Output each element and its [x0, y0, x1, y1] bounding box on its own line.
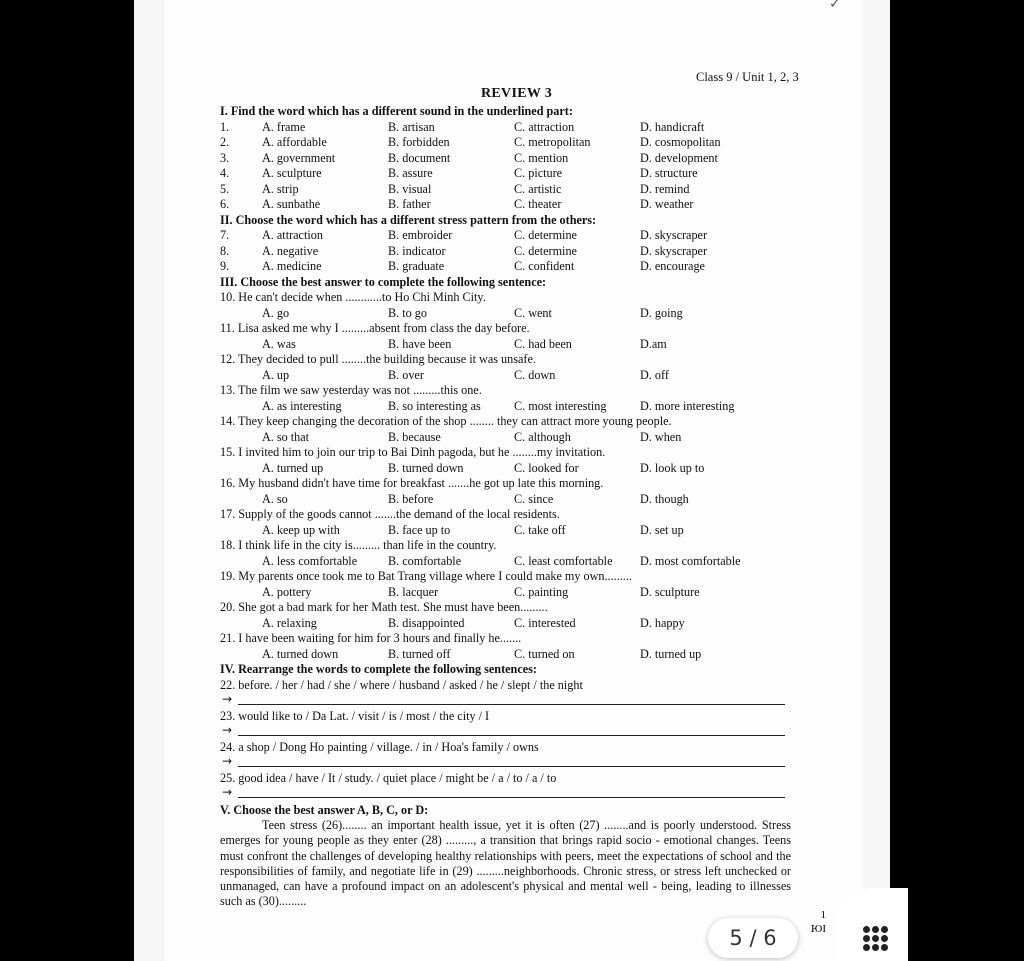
- option-a: A. medicine: [262, 259, 322, 273]
- question-number: 7.: [220, 228, 230, 242]
- option-c: C. picture: [514, 166, 563, 180]
- option-c: C. interested: [514, 615, 576, 630]
- question-number: 5.: [220, 181, 230, 196]
- question-text: 16. My husband didn't have time for breakfast .......he got up late this morning.: [220, 476, 604, 490]
- option-row: [220, 135, 820, 151]
- option-a: A. negative: [262, 243, 319, 258]
- question-number: 1.: [220, 119, 230, 134]
- page-corner-label: [800, 908, 826, 936]
- answer-line: [220, 693, 820, 709]
- option-d: D. handicraft: [640, 119, 705, 134]
- question-text: 13. The film we saw yesterday was not .........this one.: [220, 383, 482, 397]
- option-row: [220, 585, 820, 601]
- answer-line: [220, 724, 820, 740]
- question-text: 12. They decided to pull ........the building because it was unsafe.: [220, 352, 536, 366]
- option-a: A. government: [262, 150, 336, 165]
- option-row: [220, 306, 820, 322]
- option-d: D. sculpture: [640, 584, 700, 599]
- option-row: [220, 616, 820, 632]
- option-row: [220, 554, 820, 570]
- option-c: C. theater: [514, 197, 562, 211]
- option-a: A. affordable: [262, 135, 327, 149]
- option-a: A. sunbathe: [262, 197, 321, 211]
- option-c: C. most interesting: [514, 398, 607, 413]
- question-text: 19. My parents once took me to Bat Trang village where I could make my own.........: [220, 569, 632, 583]
- option-c: C. mention: [514, 150, 569, 165]
- option-a: A. strip: [262, 181, 299, 196]
- option-row: [220, 368, 820, 384]
- option-a: A. pottery: [262, 584, 312, 599]
- option-b: B. so interesting as: [388, 398, 481, 413]
- option-b: B. turned off: [388, 646, 451, 661]
- option-a: A. attraction: [262, 228, 323, 242]
- section-3-list: [220, 290, 820, 662]
- option-d: D. going: [640, 305, 683, 320]
- option-c: C. take off: [514, 522, 566, 537]
- option-d: D. development: [640, 150, 718, 165]
- option-c: C. since: [514, 491, 554, 506]
- question-number: 4.: [220, 166, 230, 180]
- option-b: B. face up to: [388, 522, 451, 537]
- option-c: C. determine: [514, 243, 577, 258]
- option-c: C. metropolitan: [514, 135, 591, 149]
- option-a: A. turned up: [262, 460, 324, 475]
- answer-rule: [238, 735, 785, 736]
- arrow-icon: →: [222, 692, 233, 706]
- option-row: [220, 461, 820, 477]
- option-b: B. have been: [388, 336, 452, 351]
- option-b: B. father: [388, 197, 431, 211]
- option-d: D. encourage: [640, 259, 705, 273]
- section-3-heading: III. Choose the best answer to complete the following sentence:: [220, 274, 547, 289]
- page-indicator: 5 / 6: [708, 918, 798, 958]
- reading-passage-text: Teen stress (26)........ an important health issue, yet it is often (27) ........and is poorly understood. Stress emerges for young people as they enter (28) ........., a transition that brings rapid socio - emotional changes. Teens must confront the challenges of developing healthy relationships with peers, meet the expectations of school and the responsibilities of family, and negotiate life in (29) .........neighborhoods. Chronic stress, or stress left unchecked or unmanaged, can have a profound impact on an adolescent's physical and mental well - being, leading to illnesses such as (30).........: [220, 818, 791, 909]
- option-b: B. indicator: [388, 243, 446, 258]
- option-b: B. artisan: [388, 119, 435, 134]
- option-a: A. less comfortable: [262, 553, 358, 568]
- option-row: [220, 182, 820, 198]
- option-c: C. went: [514, 305, 552, 320]
- option-c: C. artistic: [514, 181, 562, 196]
- option-a: A. as interesting: [262, 398, 342, 413]
- option-c: C. looked for: [514, 460, 579, 475]
- section-1-list: [220, 120, 820, 213]
- option-d: D. remind: [640, 181, 690, 196]
- rearrange-item: 24. a shop / Dong Ho painting / village. / in / Hoa's family / owns: [220, 739, 539, 754]
- page-corner-text: ЮI: [811, 923, 826, 935]
- option-b: B. to go: [388, 305, 427, 320]
- option-c: C. least comfortable: [514, 553, 613, 568]
- rearrange-item: 22. before. / her / had / she / where / husband / asked / he / slept / the night: [220, 677, 583, 692]
- document-page: [165, 0, 863, 961]
- option-d: D.am: [640, 336, 667, 351]
- section-2-list: [220, 228, 820, 275]
- option-row: [220, 259, 820, 275]
- rearrange-item: 25. good idea / have / It / study. / quiet place / might be / a / to / a / to: [220, 770, 557, 785]
- option-c: C. turned on: [514, 646, 575, 661]
- arrow-icon: →: [222, 785, 233, 799]
- worksheet-content: [220, 104, 820, 910]
- option-row: [220, 120, 820, 136]
- question-number: 3.: [220, 150, 230, 165]
- answer-rule: [238, 704, 785, 705]
- option-a: A. frame: [262, 119, 306, 134]
- option-b: B. disappointed: [388, 615, 465, 630]
- option-c: C. painting: [514, 584, 569, 599]
- question-text: 20. She got a bad mark for her Math test. She must have been.........: [220, 600, 548, 614]
- question-text: 10. He can't decide when ............to Ho Chi Minh City.: [220, 290, 486, 304]
- option-a: A. keep up with: [262, 522, 340, 537]
- section-1-heading: I. Find the word which has a different sound in the underlined part:: [220, 104, 573, 118]
- option-b: B. embroider: [388, 228, 453, 242]
- option-a: A. sculpture: [262, 166, 322, 180]
- option-d: D. happy: [640, 615, 685, 630]
- option-b: B. document: [388, 150, 451, 165]
- grid-view-button[interactable]: [836, 888, 908, 961]
- option-a: A. was: [262, 336, 296, 351]
- option-d: D. when: [640, 429, 682, 444]
- option-a: A. go: [262, 305, 290, 320]
- option-row: [220, 151, 820, 167]
- option-d: D. turned up: [640, 646, 702, 661]
- grid-dots-icon: [863, 926, 887, 950]
- answer-line: [220, 786, 820, 802]
- option-c: C. attraction: [514, 119, 575, 134]
- option-b: B. graduate: [388, 259, 445, 273]
- question-number: 6.: [220, 197, 230, 211]
- question-text: 21. I have been waiting for him for 3 hours and finally he.......: [220, 631, 522, 645]
- page-corner-number: 1: [820, 909, 826, 921]
- page-title: REVIEW 3: [481, 86, 552, 101]
- arrow-icon: →: [222, 723, 233, 737]
- option-c: C. determine: [514, 228, 577, 242]
- option-b: B. forbidden: [388, 135, 450, 149]
- option-row: [220, 166, 820, 182]
- question-text: 14. They keep changing the decoration of the shop ........ they can attract more young people.: [220, 414, 672, 428]
- option-b: B. visual: [388, 181, 432, 196]
- question-number: 8.: [220, 243, 230, 258]
- option-c: C. had been: [514, 336, 572, 351]
- answer-rule: [238, 797, 785, 798]
- option-d: D. though: [640, 491, 689, 506]
- option-c: C. down: [514, 367, 556, 382]
- option-d: D. skyscraper: [640, 243, 708, 258]
- option-d: D. skyscraper: [640, 228, 708, 242]
- section-2-heading: II. Choose the word which has a different stress pattern from the others:: [220, 212, 597, 227]
- option-b: B. assure: [388, 166, 433, 180]
- class-label: Class 9 / Unit 1, 2, 3: [696, 70, 799, 84]
- question-text: 18. I think life in the city is......... than life in the country.: [220, 538, 497, 552]
- question-text: 17. Supply of the goods cannot .......the demand of the local residents.: [220, 507, 560, 521]
- section-4-heading: IV. Rearrange the words to complete the following sentences:: [220, 662, 537, 676]
- option-b: B. comfortable: [388, 553, 462, 568]
- option-row: [220, 228, 820, 244]
- option-row: [220, 244, 820, 260]
- option-c: C. although: [514, 429, 571, 444]
- option-b: B. turned down: [388, 460, 464, 475]
- option-d: D. off: [640, 367, 669, 382]
- section-4-list: [220, 678, 820, 802]
- checkmark-icon: ✓: [829, 0, 841, 12]
- question-number: 9.: [220, 259, 230, 273]
- option-d: D. most comfortable: [640, 553, 741, 568]
- option-row: [220, 399, 820, 415]
- option-a: A. so: [262, 491, 288, 506]
- option-row: [220, 337, 820, 353]
- option-row: [220, 197, 820, 213]
- question-text: 11. Lisa asked me why I .........absent from class the day before.: [220, 321, 530, 335]
- option-row: [220, 523, 820, 539]
- question-number: 2.: [220, 135, 230, 149]
- option-b: B. lacquer: [388, 584, 439, 599]
- option-a: A. up: [262, 367, 290, 382]
- answer-rule: [238, 766, 785, 767]
- reading-passage: [220, 818, 791, 910]
- option-row: [220, 492, 820, 508]
- option-d: D. weather: [640, 197, 694, 211]
- question-text: 15. I invited him to join our trip to Bai Dinh pagoda, but he ........my invitation.: [220, 445, 606, 459]
- option-d: D. look up to: [640, 460, 705, 475]
- option-a: A. so that: [262, 429, 310, 444]
- option-d: D. more interesting: [640, 398, 735, 413]
- option-a: A. relaxing: [262, 615, 317, 630]
- option-d: D. set up: [640, 522, 684, 537]
- option-d: D. cosmopolitan: [640, 135, 721, 149]
- option-row: [220, 430, 820, 446]
- option-b: B. over: [388, 367, 424, 382]
- option-c: C. confident: [514, 259, 575, 273]
- rearrange-item: 23. would like to / Da Lat. / visit / is / most / the city / I: [220, 708, 490, 723]
- option-row: [220, 647, 820, 663]
- section-5-heading: V. Choose the best answer A, B, C, or D:: [220, 802, 429, 817]
- option-b: B. before: [388, 491, 434, 506]
- arrow-icon: →: [222, 754, 233, 768]
- option-d: D. structure: [640, 166, 698, 180]
- answer-line: [220, 755, 820, 771]
- option-b: B. because: [388, 429, 441, 444]
- option-a: A. turned down: [262, 646, 339, 661]
